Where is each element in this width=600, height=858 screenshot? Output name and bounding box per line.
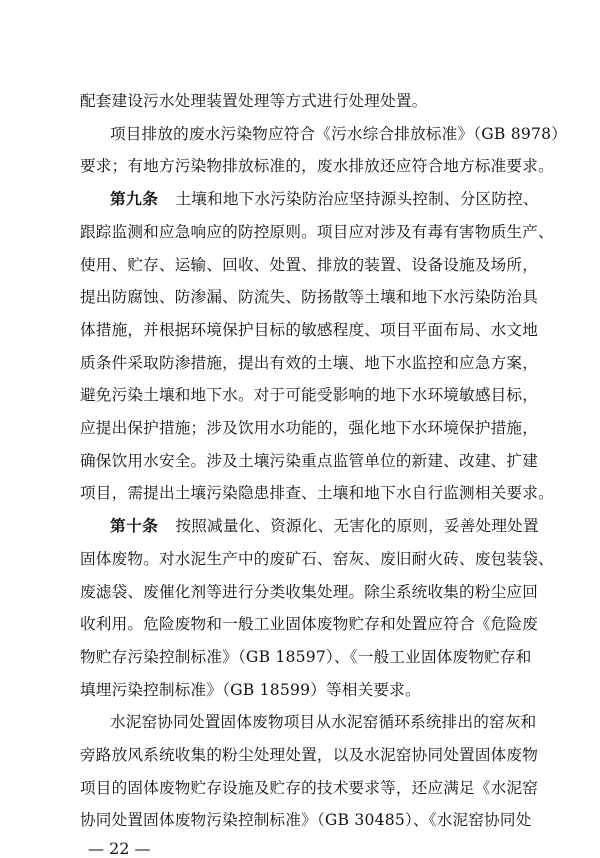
text-line: 使用、贮存、运输、回收、处置、排放的装置、设备设施及场所， (80, 256, 539, 274)
text-line: 物贮存污染控制标准》（GB 18597）、《一般工业固体废物贮存和 (80, 648, 532, 666)
text-line: 固体废物。对水泥生产中的废矿石、窑灰、废旧耐火砖、废包装袋、 (80, 550, 554, 568)
text-line: 填埋污染控制标准》（GB 18599）等相关要求。 (80, 681, 421, 699)
text-line: 跟踪监测和应急响应的防控原则。项目应对涉及有毒有害物质生产、 (80, 223, 554, 241)
text-line: 项目排放的废水污染物应符合《污水综合排放标准》（GB 8978） (110, 125, 568, 143)
text-line: 收利用。危险废物和一般工业固体废物贮存和处置应符合《危险废 (80, 615, 539, 633)
text-line: 废滤袋、废催化剂等进行分类收集处理。除尘系统收集的粉尘应回 (80, 583, 539, 601)
article-heading-line (110, 189, 539, 209)
text-line: 水泥窑协同处置固体废物项目从水泥窑循环系统排出的窑灰和 (110, 713, 537, 731)
text-line: 按照减量化、资源化、无害化的原则，妥善处理处置 (175, 517, 539, 535)
text-line: 确保饮用水安全。涉及土壤污染重点监管单位的新建、改建、扩建 (80, 452, 539, 470)
text-line: 体措施，并根据环境保护目标的敏感程度、项目平面布局、水文地 (80, 321, 539, 339)
article-heading-line (110, 516, 539, 536)
text-line: 协同处置固体废物污染控制标准》（GB 30485）、《水泥窑协同处 (80, 811, 532, 829)
text-line: 提出防腐蚀、防渗漏、防流失、防扬散等土壤和地下水污染防治具 (80, 288, 539, 306)
text-line: 避免污染土壤和地下水。对于可能受影响的地下水环境敏感目标， (80, 386, 539, 404)
text-line: 要求；有地方污染物排放标准的，废水排放还应符合地方标准要求。 (80, 157, 554, 175)
text-line: 应提出保护措施；涉及饮用水功能的，强化地下水环境保护措施， (80, 419, 539, 437)
text-line: 项目的固体废物贮存设施及贮存的技术要求等，还应满足《水泥窑 (80, 779, 539, 797)
text-line: 项目，需提出土壤污染隐患排查、土壤和地下水自行监测相关要求。 (80, 484, 554, 502)
text-line: 配套建设污水处理装置处理等方式进行处理处置。 (80, 92, 428, 110)
article-heading: 第十条 (110, 517, 159, 535)
text-line: 质条件采取防渗措施，提出有效的土壤、地下水监控和应急方案， (80, 354, 539, 372)
page-number: — 22 — (88, 839, 151, 858)
text-line: 旁路放风系统收集的粉尘处理处置，以及水泥窑协同处置固体废物 (80, 746, 539, 764)
article-heading: 第九条 (110, 190, 159, 208)
text-line: 土壤和地下水污染防治应坚持源头控制、分区防控、 (175, 190, 539, 208)
